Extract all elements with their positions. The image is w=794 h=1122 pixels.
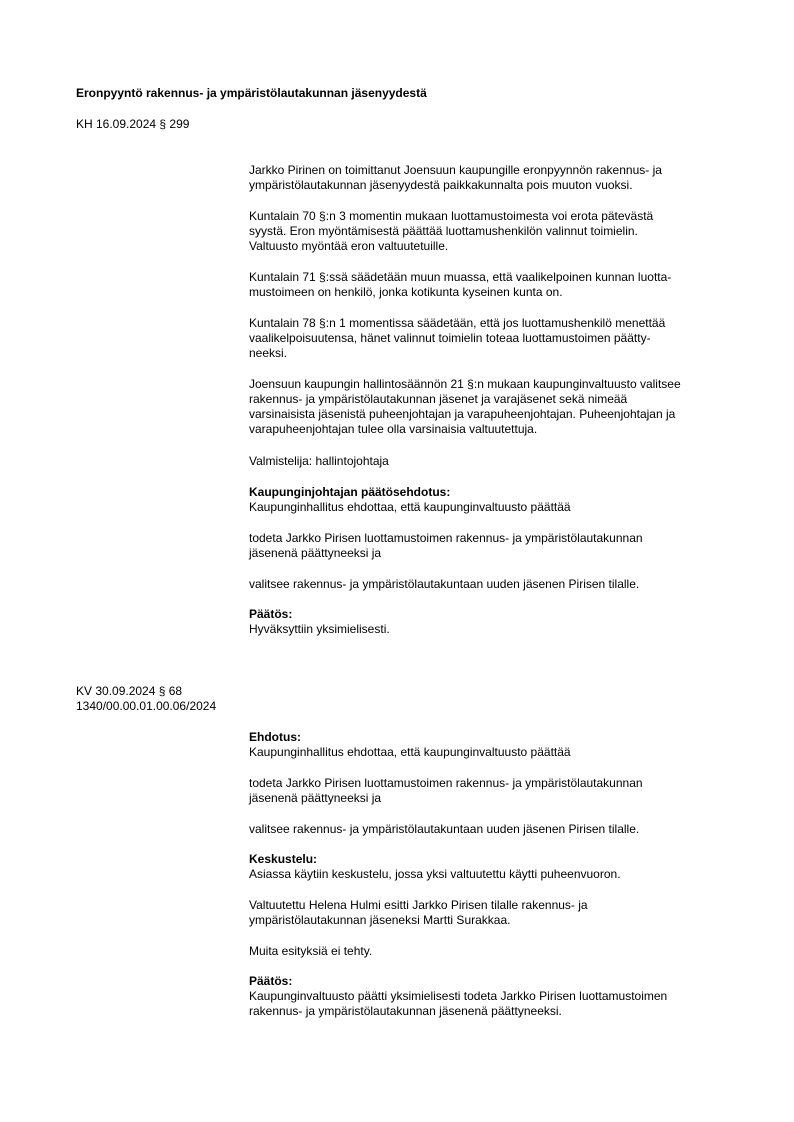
- text-line: jäsenenä päättyneeksi ja: [249, 546, 382, 560]
- kv-proposal-heading: Ehdotus:: [249, 730, 301, 744]
- kh-proposal-heading: Kaupunginjohtajan päätösehdotus:: [249, 485, 451, 499]
- kh-meeting-reference: KH 16.09.2024 § 299: [76, 117, 190, 131]
- text-line: ympäristölautakunnan jäsenyydestä paikkakunnalta pois muuton vuoksi.: [249, 178, 633, 192]
- kv-discussion-text: Asiassa käytiin keskustelu, jossa yksi valtuutettu käytti puheenvuoron.: [249, 867, 621, 881]
- kv-ref: KV 30.09.2024 § 68: [76, 684, 183, 698]
- kh-decision-text: Hyväksyttiin yksimielisesti.: [249, 622, 390, 636]
- text-line: mustoimeen on henkilö, jonka kotikunta kyseinen kunta on.: [249, 285, 563, 299]
- kh-proposal-line: Kaupunginhallitus ehdottaa, että kaupunginvaltuusto päättää: [249, 500, 571, 514]
- text-line: Joensuun kaupungin hallintosäännön 21 §:n mukaan kaupunginvaltuusto valitsee: [249, 377, 681, 391]
- kv-no-other-proposals: [249, 944, 739, 959]
- text-line: Valtuutettu Helena Hulmi esitti Jarkko Pirisen tilalle rakennus- ja: [249, 898, 588, 912]
- kv-proposal-item-2: [249, 822, 739, 837]
- kh-law78-paragraph: [249, 316, 739, 361]
- text-line: neeksi.: [249, 346, 288, 360]
- text-line: Jarkko Pirinen on toimittanut Joensuun kaupungille eronpyynnön rakennus- ja: [249, 163, 662, 177]
- text-line: varsinaisista jäsenistä puheenjohtajan ja varapuheenjohtajan. Puheenjohtajan ja: [249, 407, 676, 421]
- text-line: Kaupunginvaltuusto päätti yksimielisesti todeta Jarkko Pirisen luottamustoimen: [249, 989, 668, 1003]
- kv-meeting-reference: [76, 684, 216, 714]
- kv-proposal-block: [249, 730, 739, 760]
- text-line: varapuheenjohtajan tulee olla varsinaisia valtuutettuja.: [249, 422, 538, 436]
- text-line: ympäristölautakunnan jäseneksi Martti Surakkaa.: [249, 913, 511, 927]
- kh-decision-block: [249, 607, 739, 637]
- kv-decision-heading: Päätös:: [249, 974, 293, 988]
- kv-record-id: 1340/00.00.01.00.06/2024: [76, 699, 217, 713]
- text-line: valitsee rakennus- ja ympäristölautakuntaan uuden jäsenen Pirisen tilalle.: [249, 822, 640, 836]
- kv-discussion-heading: Keskustelu:: [249, 852, 318, 866]
- text-line: vaalikelpoisuutensa, hänet valinnut toimielin toteaa luottamustoimen päätty-: [249, 331, 651, 345]
- text-line: todeta Jarkko Pirisen luottamustoimen rakennus- ja ympäristölautakunnan: [249, 531, 643, 545]
- text-line: Kuntalain 70 §:n 3 momentin mukaan luottamustoimesta voi erota pätevästä: [249, 209, 654, 223]
- kh-law71-paragraph: [249, 270, 739, 300]
- kh-decision-heading: Päätös:: [249, 607, 293, 621]
- kh-proposal-block: [249, 485, 739, 515]
- kv-decision-block: [249, 974, 739, 1019]
- text-line: Valtuusto myöntää eron valtuutetuille.: [249, 239, 449, 253]
- document-title: Eronpyyntö rakennus- ja ympäristölautakunnan jäsenyydestä: [76, 86, 427, 100]
- kv-proposal-line: Kaupunginhallitus ehdottaa, että kaupunginvaltuusto päättää: [249, 745, 571, 759]
- kh-proposal-item-2: [249, 577, 739, 592]
- text-line: Muita esityksiä ei tehty.: [249, 944, 373, 958]
- kh-law70-paragraph: [249, 209, 739, 254]
- kh-intro-paragraph: [249, 163, 739, 193]
- text-line: syystä. Eron myöntämisestä päättää luottamushenkilön valinnut toimielin.: [249, 224, 638, 238]
- text-line: Kuntalain 78 §:n 1 momentissa säädetään, että jos luottamushenkilö menettää: [249, 316, 666, 330]
- text-line: todeta Jarkko Pirisen luottamustoimen rakennus- ja ympäristölautakunnan: [249, 776, 643, 790]
- kh-rules-paragraph: [249, 377, 739, 437]
- kh-proposal-item-1: [249, 531, 739, 561]
- text-line: Kuntalain 71 §:ssä säädetään muun muassa, että vaalikelpoinen kunnan luotta-: [249, 270, 672, 284]
- text-line: rakennus- ja ympäristölautakunnan jäsenet ja varajäsenet sekä nimeää: [249, 392, 628, 406]
- kv-counter-proposal: [249, 898, 739, 928]
- text-line: valitsee rakennus- ja ympäristölautakuntaan uuden jäsenen Pirisen tilalle.: [249, 577, 640, 591]
- kv-proposal-item-1: [249, 776, 739, 806]
- kv-discussion-block: [249, 852, 739, 882]
- kh-preparer: [249, 454, 739, 469]
- preparer-text: Valmistelija: hallintojohtaja: [249, 454, 389, 468]
- text-line: rakennus- ja ympäristölautakunnan jäsenenä päättyneeksi.: [249, 1004, 562, 1018]
- text-line: jäsenenä päättyneeksi ja: [249, 791, 382, 805]
